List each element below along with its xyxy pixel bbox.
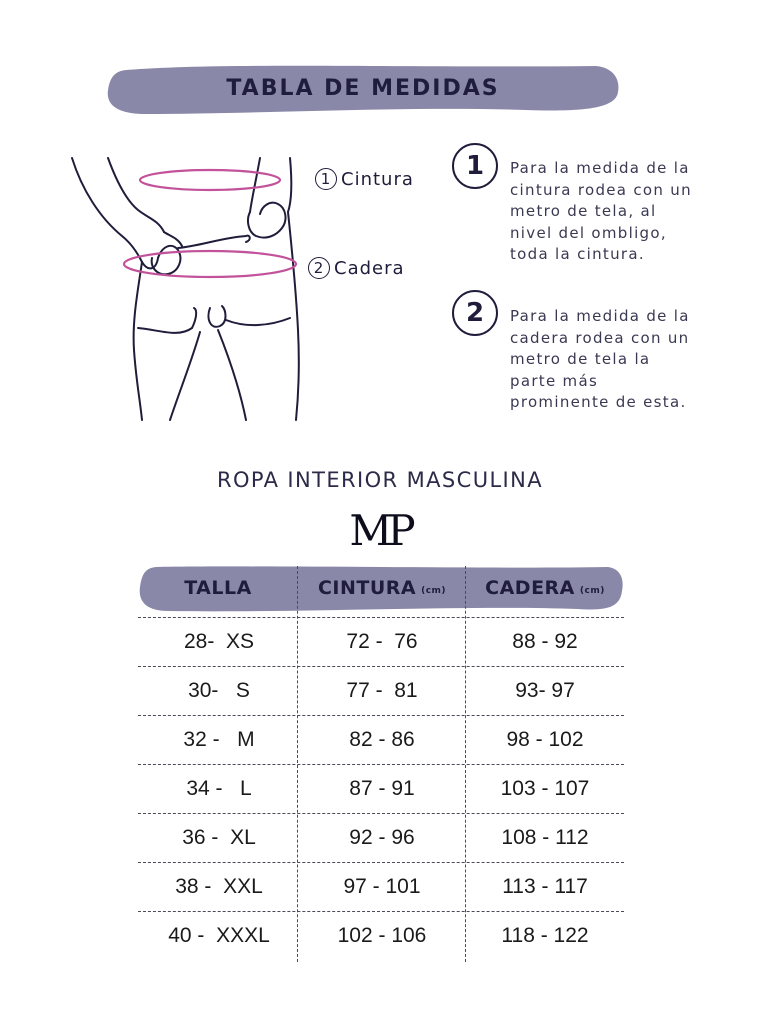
hip-label <box>308 257 405 279</box>
cell-talla: 38 - XXL <box>175 874 263 898</box>
cell-talla: 34 - L <box>186 776 252 800</box>
waist-label-text: Cintura <box>341 168 414 190</box>
cell-cintura: 97 - 101 <box>343 874 421 898</box>
cell-talla: 32 - M <box>183 727 255 751</box>
column-header-cintura: CINTURA (cm) <box>317 577 447 599</box>
cell-cadera: 113 - 117 <box>502 874 588 898</box>
cell-talla: 36 - XL <box>182 825 256 849</box>
hip-label-text: Cadera <box>334 257 405 279</box>
cell-cadera: 98 - 102 <box>506 727 584 751</box>
table-row <box>138 617 624 666</box>
step-2-number: 2 <box>452 290 498 336</box>
table-row <box>138 862 624 911</box>
table-row <box>138 813 624 862</box>
table-row <box>138 911 624 960</box>
cell-cintura: 82 - 86 <box>349 727 415 751</box>
cell-cadera: 108 - 112 <box>501 825 589 849</box>
waist-label <box>315 168 414 190</box>
page-title: TABLA DE MEDIDAS <box>226 75 500 101</box>
cell-talla: 28- XS <box>183 629 255 653</box>
brand-logo: MP <box>349 506 411 555</box>
table-row <box>138 666 624 715</box>
cell-cintura: 92 - 96 <box>349 825 415 849</box>
column-header-talla: TALLA <box>184 577 252 599</box>
cell-cadera: 93- 97 <box>515 678 575 702</box>
table-row <box>138 715 624 764</box>
cell-cintura: 77 - 81 <box>346 678 418 702</box>
step-1-number: 1 <box>452 143 498 189</box>
cell-cintura: 87 - 91 <box>349 776 415 800</box>
cell-cintura: 72 - 76 <box>346 629 418 653</box>
step-1-text: Para la medida de la cintura rodea con un metro de tela, al nivel del ombligo, toda la cintura. <box>510 159 692 263</box>
cell-cadera: 118 - 122 <box>501 923 589 947</box>
table-row <box>138 764 624 813</box>
waist-number: 1 <box>315 168 337 190</box>
body-measurement-illustration <box>60 150 414 430</box>
cell-cintura: 102 - 106 <box>337 923 427 947</box>
step-2-text: Para la medida de la cadera rodea con un metro de tela la parte más prominente de esta. <box>510 307 690 411</box>
section-subtitle: ROPA INTERIOR MASCULINA <box>216 468 544 492</box>
table-header <box>138 563 624 613</box>
title-banner <box>106 60 620 116</box>
column-header-cadera: CADERA (cm) <box>485 577 605 599</box>
hip-number: 2 <box>308 257 330 279</box>
cell-talla: 40 - XXXL <box>168 923 270 947</box>
cell-talla: 30- S <box>188 678 250 702</box>
cell-cadera: 103 - 107 <box>500 776 590 800</box>
cell-cadera: 88 - 92 <box>512 629 578 653</box>
